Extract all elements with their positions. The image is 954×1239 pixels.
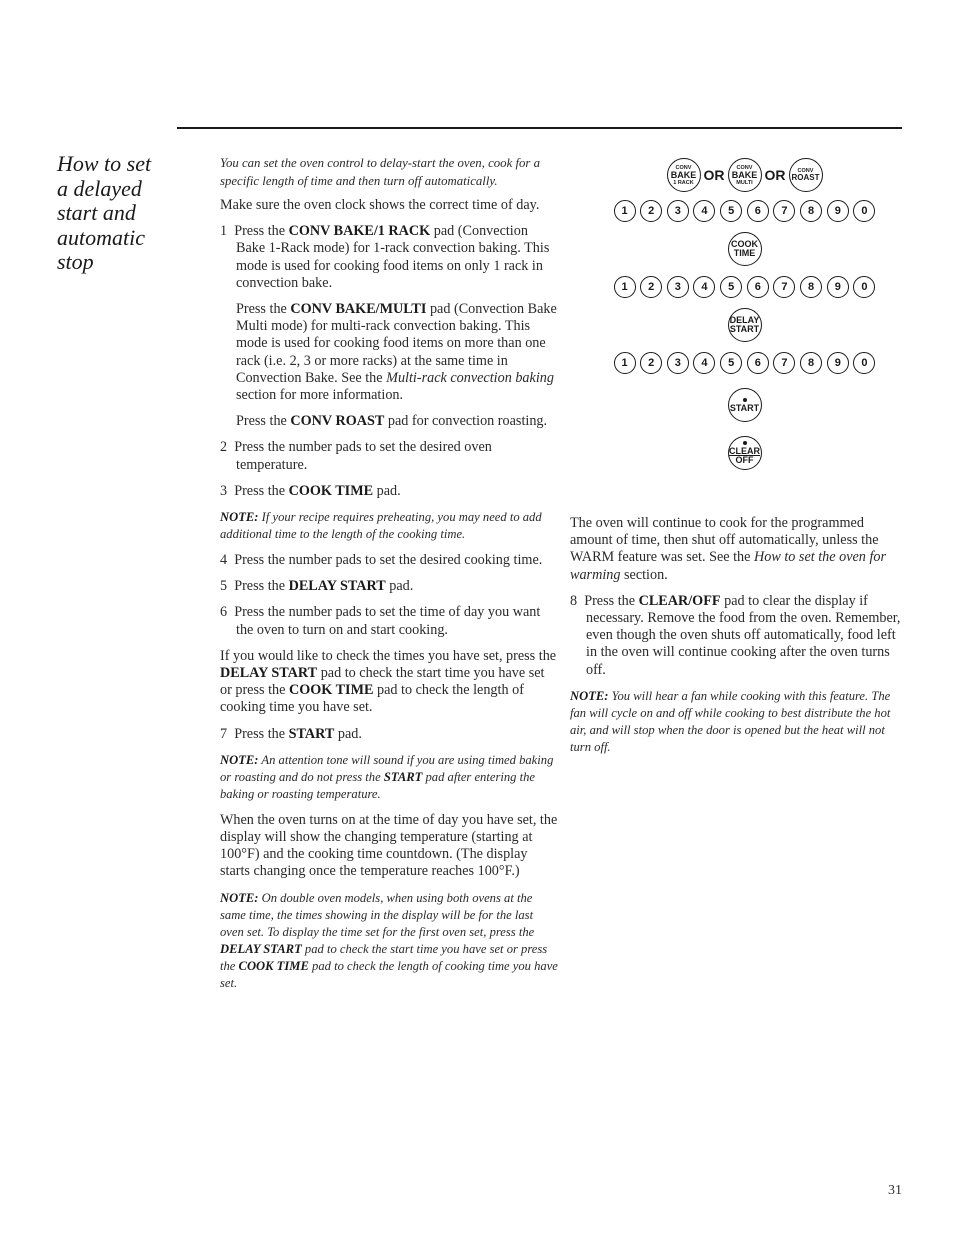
step-1: 1 Press the CONV BAKE/1 RACK pad (Convection Bake 1-Rack mode) for 1-rack convection baking. This mode is used for cooking food items on only 1 rack in convection bake. <box>220 223 550 291</box>
start-row <box>612 388 877 422</box>
step-6: 6 Press the number pads to set the time of day you want the oven to turn on and start cooking. <box>220 604 541 638</box>
number-pad: 5 <box>720 200 742 222</box>
step-4: 4 Press the number pads to set the desired cooking time. <box>220 552 543 569</box>
heading-line: automatic <box>57 224 145 250</box>
oven-turns-on-paragraph: When the oven turns on at the time of day you have set, the display will show the changing temperature (starting at 100°F) and the cooking time countdown. (The display starts changing once the temperature reaches 100°F.) <box>220 811 558 880</box>
number-pad: 4 <box>693 200 715 222</box>
top-rule <box>177 127 902 129</box>
number-pad: 1 <box>614 352 636 374</box>
cook-time-pad: COOK TIME <box>728 232 762 266</box>
number-pad: 2 <box>640 352 662 374</box>
cook-time-row <box>612 232 877 266</box>
conv-bake-multi-pad: CONV BAKE MULTI <box>728 158 762 192</box>
indicator-dot-icon <box>743 441 747 445</box>
step-7: 7 Press the START pad. <box>220 725 362 742</box>
mode-pads-row <box>612 158 877 192</box>
intro-text: You can set the oven control to delay-start the oven, cook for a specific length of time and then turn off automatically. <box>220 156 540 188</box>
number-pad: 1 <box>614 200 636 222</box>
indicator-dot-icon <box>743 398 747 402</box>
number-pad: 1 <box>614 276 636 298</box>
keypad-diagram <box>612 158 877 470</box>
note-fan: NOTE: You will hear a fan while cooking with this feature. The fan will cycle on and off while cooking to best distribute the hot air, and will stop when the door is opened but the heat will not turn off. <box>570 688 891 754</box>
heading-line: a delayed <box>57 175 142 201</box>
note-preheat: NOTE: If your recipe requires preheating, you may need to add additional time to the length of the cooking time. <box>220 510 542 542</box>
right-column <box>570 515 905 765</box>
number-pad: 6 <box>747 200 769 222</box>
heading-line: How to set <box>57 151 152 176</box>
step-8: 8 Press the CLEAR/OFF pad to clear the display if necessary. Remove the food from the oven. Remember, even though the oven shuts off automatically, food left in the oven will continue cooking after the oven turns off. <box>570 592 901 678</box>
clock-paragraph: Make sure the oven clock shows the correct time of day. <box>220 197 540 213</box>
step-1-roast: Press the CONV ROAST pad for convection roasting. <box>236 413 548 430</box>
section-heading <box>57 152 177 275</box>
step-5: 5 Press the DELAY START pad. <box>220 578 414 595</box>
or-label: OR <box>703 167 725 183</box>
number-pad: 2 <box>640 276 662 298</box>
check-times-paragraph: If you would like to check the times you have set, press the DELAY START pad to check the start time you have set or press the COOK TIME pad to check the length of cooking time you have set. <box>220 647 557 716</box>
number-pad: 8 <box>800 276 822 298</box>
step-1-multi: Press the CONV BAKE/MULTI pad (Convection Bake Multi mode) for multi-rack convection baking. This mode is used for cooking food items on more than one rack (i.e. 2, 3 or more racks) at the same time in Convection Bake. See the Multi-rack convection baking section for more information. <box>236 301 557 404</box>
left-column <box>220 155 558 1001</box>
number-pad: 8 <box>800 200 822 222</box>
number-pad: 3 <box>667 276 689 298</box>
number-pads-row <box>614 352 876 374</box>
number-pad: 0 <box>853 276 875 298</box>
number-pad: 4 <box>693 276 715 298</box>
step-3: 3 Press the COOK TIME pad. <box>220 482 401 499</box>
number-pads-row <box>614 200 876 222</box>
number-pad: 5 <box>720 352 742 374</box>
step-2: 2 Press the number pads to set the desired oven temperature. <box>220 439 492 473</box>
number-pad: 3 <box>667 200 689 222</box>
number-pads-row <box>614 276 876 298</box>
number-pad: 6 <box>747 276 769 298</box>
number-pad: 9 <box>827 352 849 374</box>
clear-off-row <box>612 436 877 470</box>
number-pad: 9 <box>827 200 849 222</box>
note-double-oven: NOTE: On double oven models, when using both ovens at the same time, the times showing in the display will be for the last oven set. To display the time set for the first oven set, press the DELAY START pad to check the start time you have set or press the COOK TIME pad to check the length of cooking time you have set. <box>220 890 558 990</box>
conv-bake-1-rack-pad: CONV BAKE 1 RACK <box>667 158 701 192</box>
conv-roast-pad: CONV ROAST <box>789 158 823 192</box>
number-pad: 4 <box>693 352 715 374</box>
number-pad: 0 <box>853 200 875 222</box>
number-pad: 7 <box>773 276 795 298</box>
clear-off-pad: CLEAR OFF <box>728 436 762 470</box>
or-label: OR <box>764 167 786 183</box>
number-pad: 5 <box>720 276 742 298</box>
note-attention-tone: NOTE: An attention tone will sound if you are using timed baking or roasting and do not press the START pad after entering the baking or roasting temperature. <box>220 752 554 801</box>
number-pad: 7 <box>773 352 795 374</box>
page-number: 31 <box>888 1183 902 1198</box>
delay-start-row <box>612 308 877 342</box>
number-pad: 8 <box>800 352 822 374</box>
number-pad: 0 <box>853 352 875 374</box>
number-pad: 3 <box>667 352 689 374</box>
heading-line: stop <box>57 249 94 274</box>
number-pad: 7 <box>773 200 795 222</box>
continue-paragraph: The oven will continue to cook for the programmed amount of time, then shut off automatically, unless the WARM feature was set. See the How to set the oven for warming section. <box>570 515 887 583</box>
number-pad: 6 <box>747 352 769 374</box>
number-pad: 9 <box>827 276 849 298</box>
start-pad: START <box>728 388 762 422</box>
delay-start-pad: DELAY START <box>728 308 762 342</box>
heading-line: start and <box>57 200 136 225</box>
number-pad: 2 <box>640 200 662 222</box>
